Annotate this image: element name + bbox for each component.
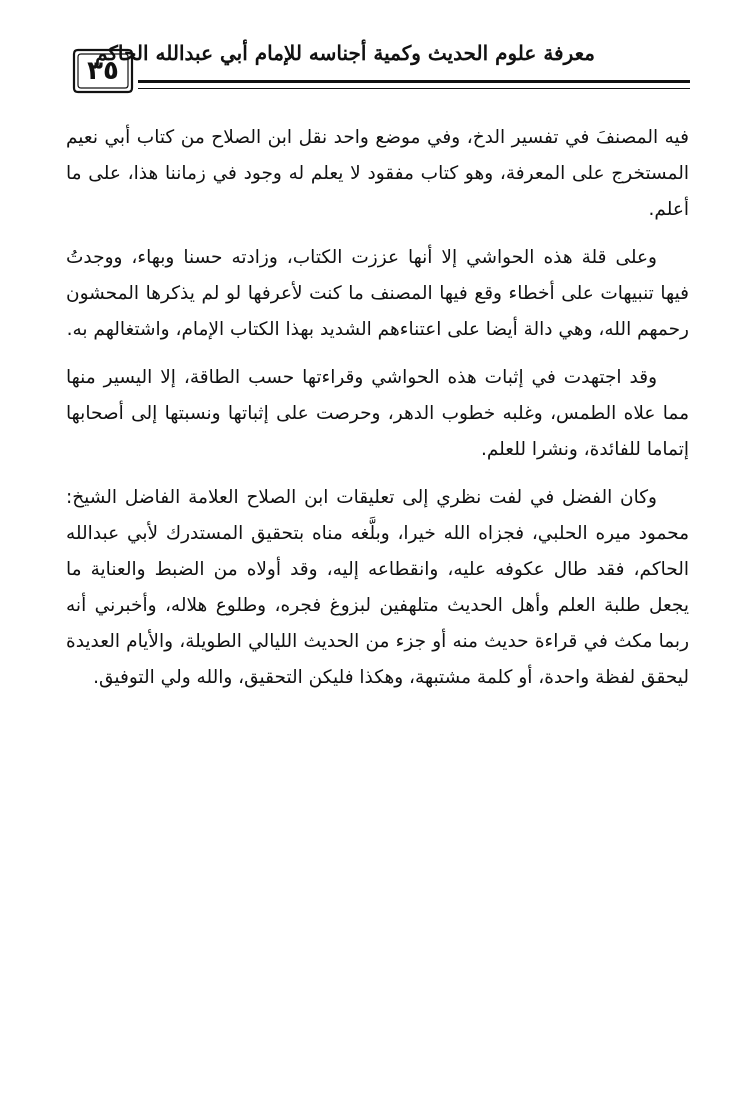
page-number-frame xyxy=(72,48,134,94)
body-text xyxy=(66,120,689,708)
paragraph: وعلى قلة هذه الحواشي إلا أنها عززت الكتاب، وزادته حسنا وبهاء، ووجدتُ فيها تنبيهات على أخطاء وقع فيها المصنف ما كنت لأعرفها لو لم يذكرها المحشون رحمهم الله، وهي دالة أيضا على اعتناءهم الشديد بهذا الكتاب الإمام، واشتغالهم به. xyxy=(66,247,689,340)
paragraph: وكان الفضل في لفت نظري إلى تعليقات ابن الصلاح العلامة الفاضل الشيخ: محمود ميره الحلبي، فجزاه الله خيرا، وبلَّغه مناه بتحقيق المستدرك لأبي عبدالله الحاكم، فقد طال عكوفه عليه، وانقطاعه إليه، وقد أولاه من الضبط والعناية ما يجعل طلبة العلم وأهل الحديث متلهفين لبزوغ فجره، وطلوع هلاله، وأخبرني أنه ربما مكث في قراءة حديث منه أو جزء من الحديث الليالي الطويلة، والأيام العديدة ليحقق لفظة واحدة، أو كلمة مشتبهة، وهكذا فليكن التحقيق، والله ولي التوفيق. xyxy=(66,487,689,688)
paragraph: وقد اجتهدت في إثبات هذه الحواشي وقراءتها حسب الطاقة، إلا اليسير منها مما علاه الطمس، وغلبه خطوب الدهر، وحرصت على إثباتها ونسبتها إلى أصحابها إتماما للفائدة، ونشرا للعلم. xyxy=(66,367,689,460)
header-rule-secondary xyxy=(138,88,690,89)
page-number: ٣٥ xyxy=(87,56,119,86)
paragraph: فيه المصنفَ في تفسير الدخ، وفي موضع واحد نقل ابن الصلاح من كتاب أبي نعيم المستخرج على المعرفة، وهو كتاب مفقود لا يعلم له وجود في زماننا هذا، على ما أعلم. xyxy=(66,127,689,220)
header-rule xyxy=(138,80,690,83)
running-header-title: معرفة علوم الحديث وكمية أجناسه للإمام أبي عبدالله الحاكم xyxy=(95,41,595,65)
